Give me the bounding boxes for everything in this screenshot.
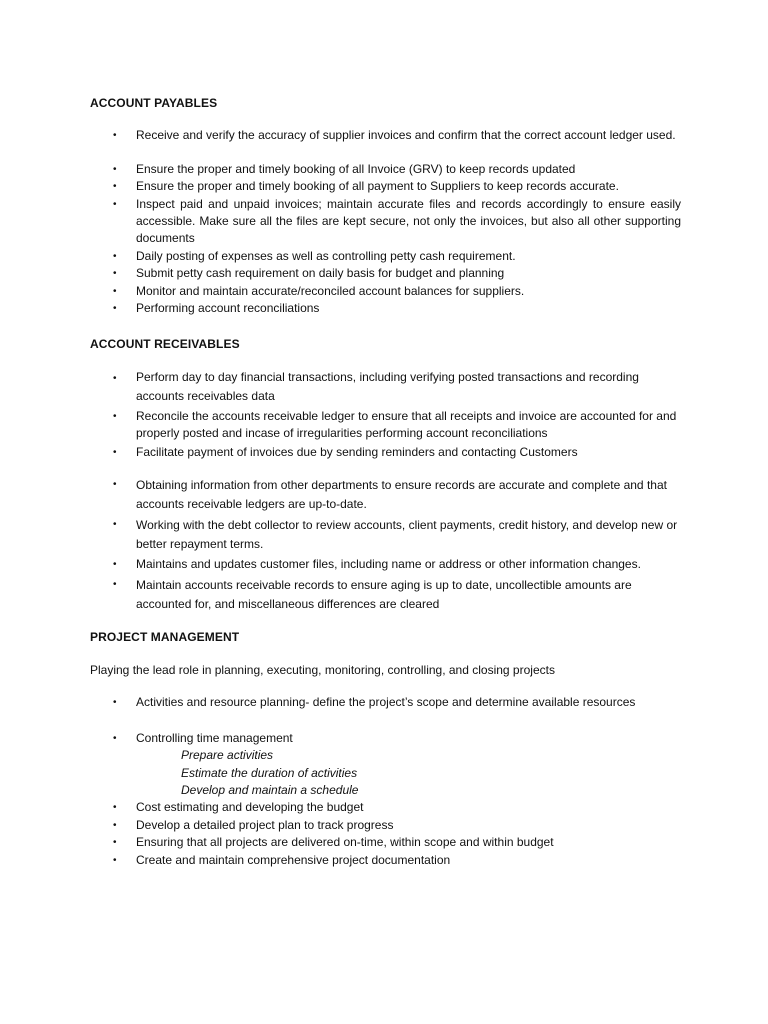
receivables-item: Perform day to day financial transactions, including verifying posted transactions and recording accounts receivables data [136,370,639,403]
payables-item: Inspect paid and unpaid invoices; maintain accurate files and records accordingly to ensure easily accessible. Make sure all the files are kept secure, not only the invoices, but also all other supporting documents [136,197,681,245]
payables-item: Daily posting of expenses as well as controlling petty cash requirement. [136,249,516,263]
bullet-icon [113,370,123,387]
project-item: Activities and resource planning- define the project’s scope and determine available resources [136,695,636,709]
receivables-item: Maintain accounts receivable records to ensure aging is up to date, uncollectible amounts are accounted for, and miscellaneous differences are cleared [136,578,632,611]
bullet-icon [113,127,123,144]
payables-item: Receive and verify the accuracy of supplier invoices and confirm that the correct account ledger used. [136,128,676,142]
project-subitem: Develop and maintain a schedule [181,783,359,797]
project-item: Ensuring that all projects are delivered on-time, within scope and within budget [136,835,554,849]
bullet-icon [113,196,123,213]
section-heading-account-payables: ACCOUNT PAYABLES [90,96,218,110]
section-heading-account-receivables: ACCOUNT RECEIVABLES [90,337,240,351]
bullet-icon [113,265,123,282]
payables-item: Ensure the proper and timely booking of all payment to Suppliers to keep records accurate. [136,179,619,193]
bullet-icon [113,300,123,317]
project-item: Cost estimating and developing the budget [136,800,364,814]
project-subitem: Prepare activities [181,748,274,762]
project-item: Controlling time management [136,731,293,745]
payables-item: Ensure the proper and timely booking of all Invoice (GRV) to keep records updated [136,162,576,176]
bullet-icon [113,283,123,300]
bullet-icon [113,161,123,178]
bullet-icon [113,408,123,425]
project-item: Create and maintain comprehensive project documentation [136,853,451,867]
bullet-icon [113,178,123,195]
bullet-icon [113,852,123,869]
section-heading-project-management: PROJECT MANAGEMENT [90,630,240,644]
project-intro: Playing the lead role in planning, executing, monitoring, controlling, and closing projects [90,663,555,677]
bullet-icon [113,516,123,533]
bullet-icon [113,799,123,816]
bullet-icon [113,834,123,851]
bullet-icon [113,556,123,573]
payables-item: Submit petty cash requirement on daily basis for budget and planning [136,266,505,280]
bullet-icon [113,817,123,834]
receivables-item: Reconcile the accounts receivable ledger to ensure that all receipts and invoice are accounted for and properly posted and incase of irregularities performing account reconciliations [136,409,677,440]
bullet-icon [113,248,123,265]
bullet-icon [113,444,123,461]
receivables-item: Maintains and updates customer files, including name or address or other information changes. [136,557,641,571]
payables-item: Monitor and maintain accurate/reconciled account balances for suppliers. [136,284,525,298]
payables-item: Performing account reconciliations [136,301,320,315]
bullet-icon [113,730,123,747]
project-item: Develop a detailed project plan to track progress [136,818,394,832]
project-subitem: Estimate the duration of activities [181,766,358,780]
bullet-icon [113,694,123,711]
receivables-item: Working with the debt collector to review accounts, client payments, credit history, and develop new or better repayment terms. [136,518,678,551]
receivables-item: Obtaining information from other departments to ensure records are accurate and complete and that accounts receivable ledgers are up-to-date. [136,478,667,511]
bullet-icon [113,576,123,593]
bullet-icon [113,476,123,493]
receivables-item: Facilitate payment of invoices due by sending reminders and contacting Customers [136,445,578,459]
